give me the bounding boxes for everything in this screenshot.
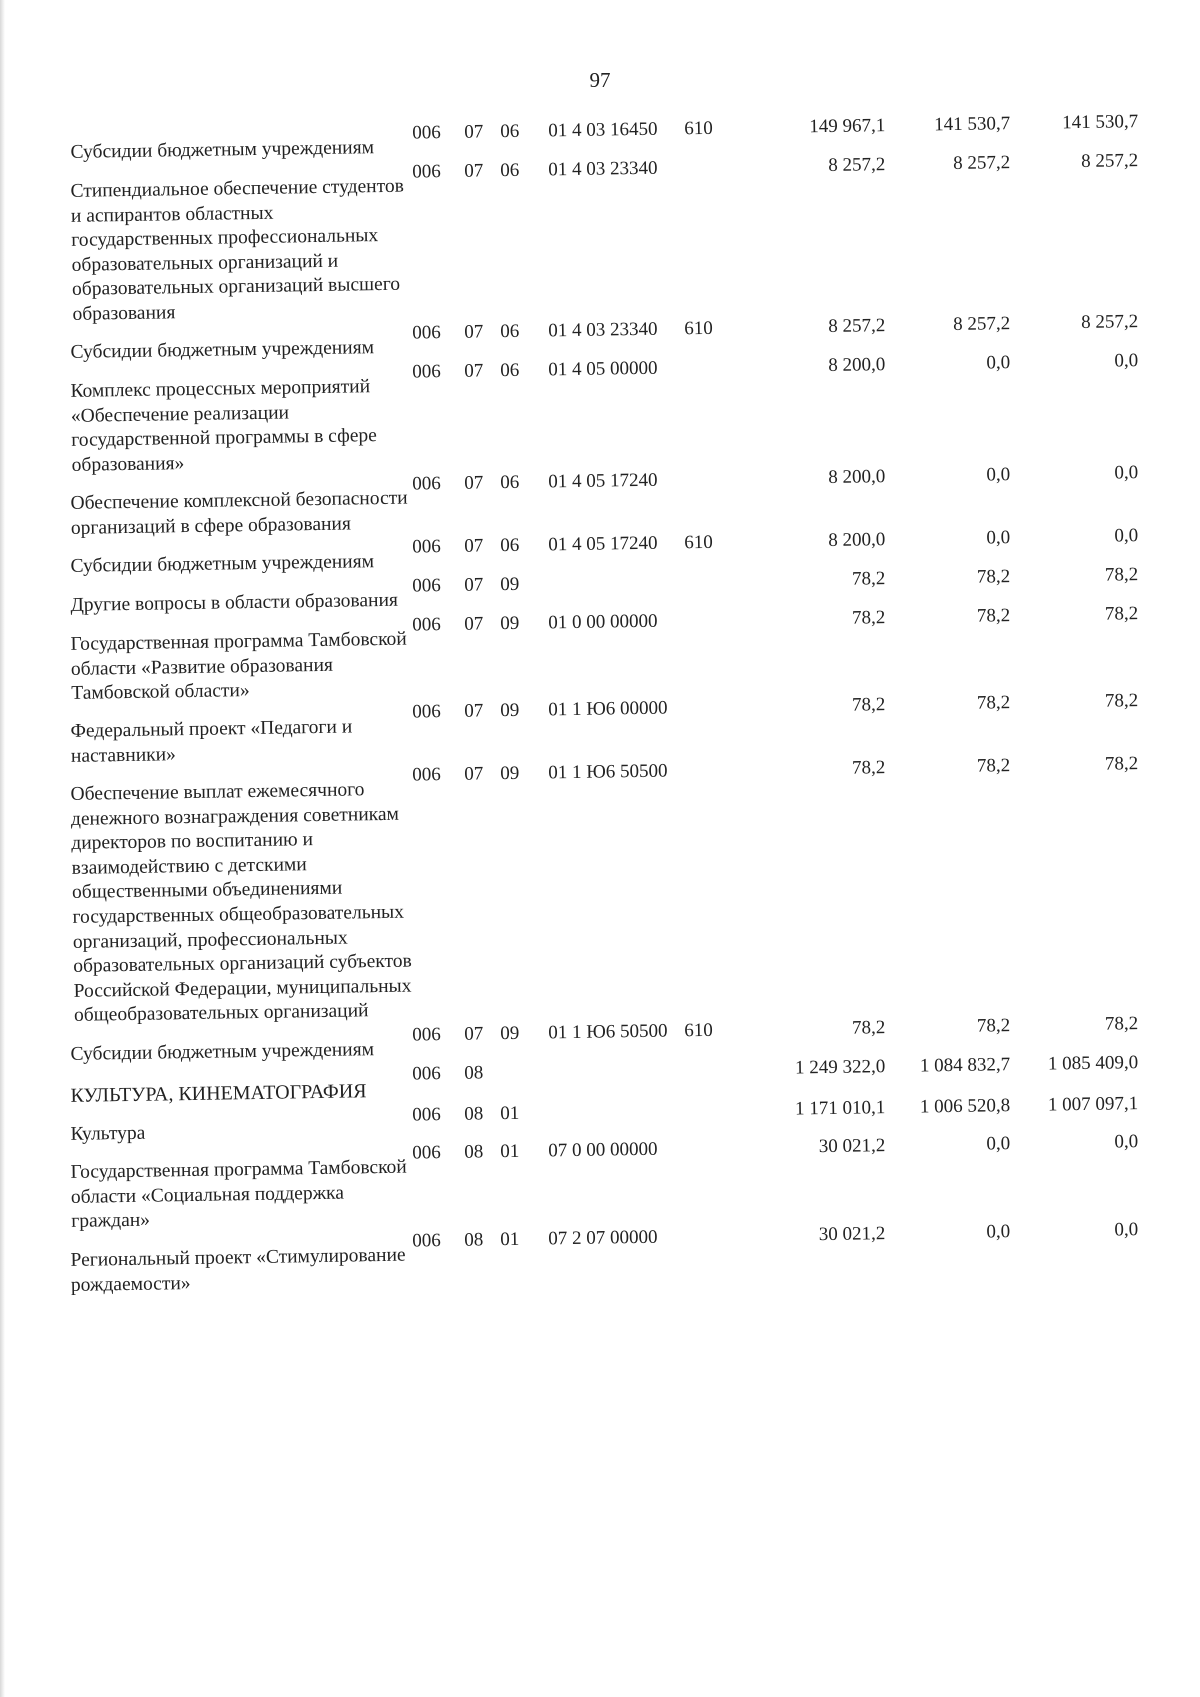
code-ministry: 006: [412, 1063, 441, 1085]
code-target-article: 07 0 00 00000: [548, 1138, 658, 1162]
code-target-article: 07 2 07 00000: [548, 1226, 658, 1250]
table-row: [0, 338, 1200, 476]
amount-year-2: 8 257,2: [953, 151, 1011, 174]
amount-year-2: 78,2: [976, 566, 1011, 588]
code-subsection: 01: [500, 1102, 520, 1124]
amount-year-1: 8 200,0: [828, 529, 886, 552]
code-expense-type: 610: [684, 117, 713, 140]
code-section: 07: [464, 612, 484, 635]
amount-year-2: 78,2: [976, 604, 1011, 627]
code-subsection: 09: [500, 700, 520, 722]
code-section: 07: [464, 472, 484, 494]
code-section: 08: [464, 1062, 484, 1084]
code-target-article: 01 4 03 23340: [548, 318, 658, 342]
amount-year-3: 1 007 097,1: [1047, 1092, 1139, 1116]
code-ministry: 006: [412, 1024, 441, 1046]
row-name: Субсидии бюджетным учреждениям: [70, 551, 375, 578]
row-name: КУЛЬТУРА, КИНЕМАТОГРАФИЯ: [70, 1080, 367, 1107]
code-target-article: 01 1 Ю6 50500: [548, 1020, 668, 1044]
amount-year-3: 0,0: [1114, 1131, 1139, 1153]
code-ministry: 006: [412, 473, 441, 495]
code-target-article: 01 4 05 17240: [548, 532, 658, 556]
code-ministry: 006: [412, 360, 441, 383]
code-expense-type: 610: [684, 317, 713, 340]
row-name: Стипендиальное обеспечение студентов и аспирантов областных государственных профессиональных образовательных организаций и образовательных организаций высшего образования: [70, 175, 405, 325]
code-target-article: 01 0 00 00000: [548, 610, 658, 633]
code-ministry: 006: [412, 1103, 441, 1126]
code-section: 07: [464, 700, 484, 722]
code-ministry: 006: [412, 122, 441, 144]
row-name: Обеспечение комплексной безопасности организаций в сфере образования: [70, 487, 408, 539]
budget-table: [0, 111, 1200, 1296]
code-ministry: 006: [412, 764, 441, 786]
code-target-article: 01 1 Ю6 50500: [548, 760, 668, 784]
code-target-article: 01 4 03 23340: [548, 157, 658, 180]
amount-year-3: 78,2: [1104, 1013, 1139, 1036]
code-section: 07: [464, 360, 484, 382]
row-name: Комплекс процессных мероприятий «Обеспечение реализации государственной программы в сфере образования»: [70, 375, 377, 476]
row-name: Федеральный проект «Педагоги и наставники»: [70, 716, 353, 767]
code-subsection: 06: [500, 321, 520, 343]
amount-year-3: 78,2: [1104, 753, 1139, 776]
code-ministry: 006: [412, 701, 441, 723]
code-subsection: 06: [500, 159, 520, 181]
table-row: [0, 138, 1200, 325]
code-subsection: 01: [500, 1228, 520, 1251]
code-subsection: 06: [500, 535, 520, 557]
amount-year-1: 78,2: [851, 757, 886, 780]
code-section: 07: [464, 321, 484, 343]
code-subsection: 09: [500, 612, 520, 634]
amount-year-1: 8 200,0: [828, 353, 886, 376]
code-subsection: 01: [500, 1141, 520, 1163]
amount-year-1: 8 257,2: [828, 153, 886, 176]
row-name: Государственная программа Тамбовской области «Социальная поддержка граждан»: [70, 1156, 407, 1233]
code-section: 07: [464, 574, 484, 596]
row-name: Субсидии бюджетным учреждениям: [70, 1039, 375, 1066]
code-subsection: 06: [500, 120, 520, 143]
amount-year-2: 0,0: [986, 351, 1011, 374]
code-section: 07: [464, 1023, 484, 1046]
amount-year-1: 78,2: [851, 568, 886, 590]
amount-year-1: 149 967,1: [809, 115, 886, 138]
code-subsection: 06: [500, 359, 520, 381]
code-target-article: 01 4 03 16450: [548, 118, 658, 142]
amount-year-3: 78,2: [1104, 690, 1139, 712]
code-target-article: 01 4 05 17240: [548, 469, 658, 493]
code-subsection: 09: [500, 763, 520, 785]
amount-year-1: 78,2: [851, 606, 886, 629]
code-ministry: 006: [412, 1142, 441, 1164]
code-ministry: 006: [412, 613, 441, 636]
code-ministry: 006: [412, 1230, 441, 1252]
row-name: Другие вопросы в области образования: [70, 589, 399, 616]
code-section: 07: [464, 763, 484, 786]
amount-year-3: 141 530,7: [1062, 111, 1139, 134]
code-subsection: 09: [500, 1023, 520, 1045]
code-section: 08: [464, 1141, 484, 1163]
amount-year-2: 1 006 520,8: [919, 1094, 1011, 1118]
code-section: 07: [464, 160, 484, 182]
code-ministry: 006: [412, 574, 441, 597]
amount-year-1: 1 249 322,0: [794, 1056, 886, 1079]
amount-year-3: 0,0: [1114, 1219, 1139, 1241]
code-subsection: 09: [500, 573, 520, 596]
amount-year-3: 78,2: [1104, 564, 1139, 586]
amount-year-1: 8 200,0: [828, 466, 886, 489]
code-section: 07: [464, 121, 484, 143]
amount-year-2: 1 084 832,7: [919, 1054, 1011, 1077]
amount-year-1: 78,2: [851, 1017, 886, 1040]
code-section: 08: [464, 1229, 484, 1251]
amount-year-2: 0,0: [986, 464, 1011, 486]
row-name: Культура: [70, 1122, 146, 1145]
code-ministry: 006: [412, 536, 441, 558]
code-expense-type: 610: [684, 532, 713, 554]
code-subsection: 06: [500, 471, 520, 494]
row-name: Региональный проект «Стимулирование рождаемости»: [70, 1244, 406, 1296]
amount-year-2: 78,2: [976, 755, 1011, 778]
row-name: Субсидии бюджетным учреждениям: [70, 137, 375, 163]
amount-year-3: 0,0: [1114, 349, 1139, 372]
row-name: Обеспечение выплат ежемесячного денежного вознаграждения советникам директоров по воспитанию и взаимодействию с детскими общественными объединениями государственных общеобразовательных организаций, профессиональных образовательных организаций субъектов Российской Федерации, муниципальных общеобразовательных организаций: [70, 779, 412, 1027]
amount-year-2: 141 530,7: [934, 113, 1011, 136]
amount-year-3: 1 085 409,0: [1047, 1052, 1139, 1075]
code-ministry: 006: [412, 160, 441, 183]
amount-year-1: 78,2: [851, 694, 886, 716]
amount-year-3: 0,0: [1114, 462, 1139, 484]
amount-year-1: 30 021,2: [818, 1135, 886, 1158]
amount-year-1: 8 257,2: [828, 315, 886, 338]
amount-year-3: 78,2: [1104, 602, 1139, 625]
amount-year-2: 0,0: [986, 1133, 1011, 1155]
amount-year-3: 8 257,2: [1081, 149, 1139, 172]
row-name: Государственная программа Тамбовской области «Развитие образования Тамбовской области»: [70, 628, 407, 704]
amount-year-1: 30 021,2: [818, 1223, 886, 1246]
table-row: [0, 742, 1200, 1027]
code-target-article: 01 4 05 00000: [548, 357, 658, 381]
amount-year-2: 0,0: [986, 1221, 1011, 1243]
amount-year-1: 1 171 010,1: [794, 1096, 886, 1120]
amount-year-2: 78,2: [976, 1015, 1011, 1038]
row-name: Субсидии бюджетным учреждениям: [70, 337, 375, 364]
page-number: 97: [589, 68, 611, 92]
amount-year-3: 0,0: [1114, 525, 1139, 547]
code-expense-type: 610: [684, 1020, 713, 1042]
amount-year-2: 78,2: [976, 692, 1011, 714]
code-section: 08: [464, 1103, 484, 1125]
amount-year-3: 8 257,2: [1081, 311, 1139, 334]
code-target-article: 01 1 Ю6 00000: [548, 697, 668, 721]
amount-year-2: 0,0: [986, 527, 1011, 549]
code-section: 07: [464, 535, 484, 558]
code-ministry: 006: [412, 322, 441, 344]
amount-year-2: 8 257,2: [953, 313, 1011, 336]
